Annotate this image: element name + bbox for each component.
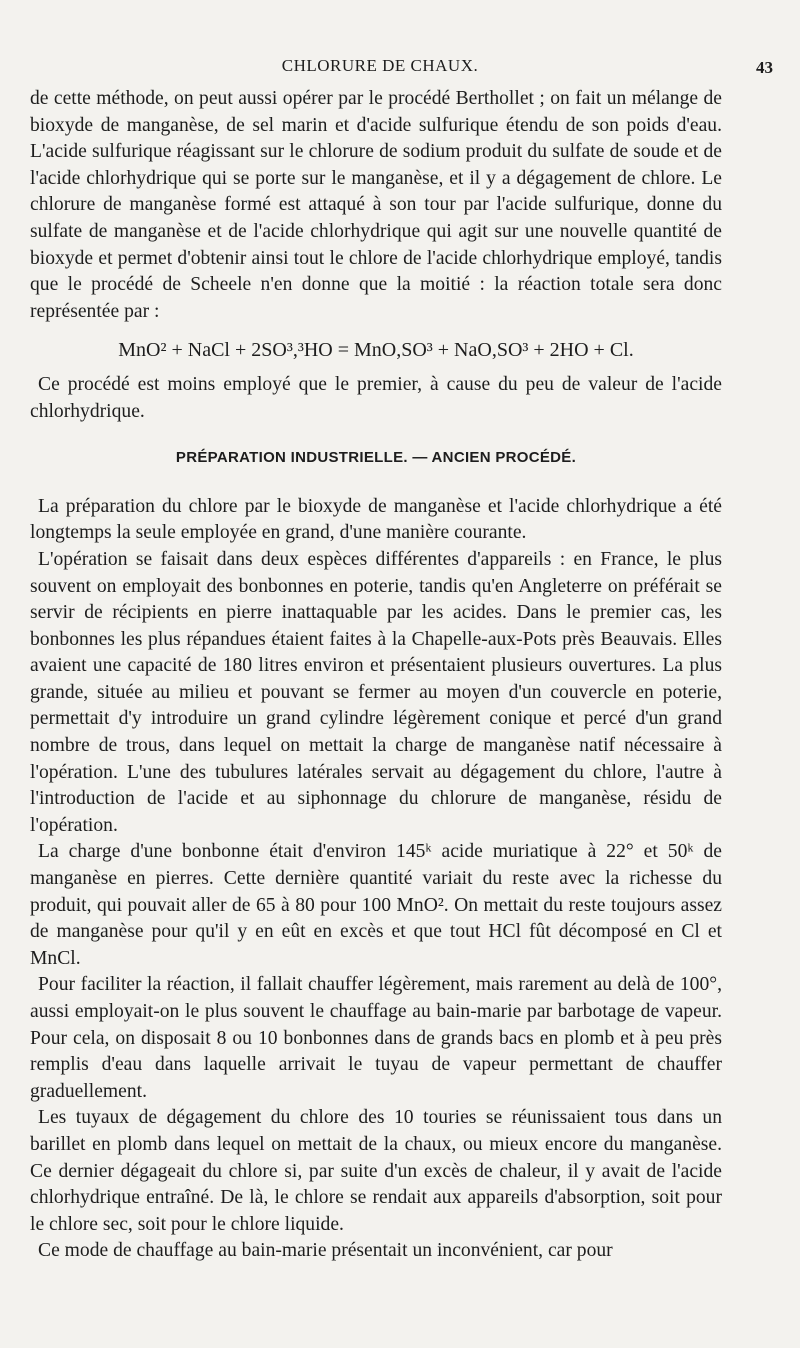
paragraph-4: L'opération se faisait dans deux espèces différentes d'appareils : en France, le plus souvent on employait des bonbonnes en poterie, tandis qu'en Angleterre on préférait se servir de récipients en pierre inattaquable par les acides. Dans le premier cas, les bonbonnes les plus répandues étaient faites à la Chapelle-aux-Pots près Beauvais. Elles avaient une capacité de 180 litres environ et présentaient plusieurs ouvertures. La plus grande, située au milieu et pouvant se fermer au moyen d'un couvercle en poterie, permettait d'y introduire un grand cylindre légèrement conique et percé d'un grand nombre de trous, dans lequel on mettait la charge de manganèse natif nécessaire à l'opération. L'une des tubulures latérales servait au dégagement du chlore, l'autre à l'introduction de l'acide et au siphonnage du chlorure de manganèse, résidu de l'opération. — [30, 548, 722, 836]
paragraph-8: Ce mode de chauffage au bain-marie présentait un inconvénient, car pour — [38, 1240, 613, 1262]
chemical-equation: MnO² + NaCl + 2SO³,³HO = MnO,SO³ + NaO,SO³ + 2HO + Cl. — [118, 339, 634, 362]
paragraph-7: Les tuyaux de dégagement du chlore des 10 touries se réunissaient tous dans un barillet en plomb dans lequel on mettait de la chaux, ou mieux encore du manganèse. Ce dernier dégageait du chlore si, par suite d'un excès de chaleur, il y avait de l'acide chlorhydrique entraîné. De là, le chlore se rendait aux appareils d'absorption, soit pour le chlore sec, soit pour le chlore liquide. — [30, 1107, 722, 1235]
page-header — [30, 56, 773, 80]
paragraph-6: Pour faciliter la réaction, il fallait chauffer légèrement, mais rarement au delà de 100°, aussi employait-on le plus souvent le chauffage au bain-marie par barbotage de vapeur. Pour cela, on disposait 8 ou 10 bonbonnes dans de grands bacs en plomb et à peu près remplis d'eau dans laquelle arrivait le tuyau de vapeur permettant de chauffer graduellement. — [30, 974, 722, 1102]
paragraph-5: La charge d'une bonbonne était d'environ 145ᵏ acide muriatique à 22° et 50ᵏ de manganèse en pierres. Cette dernière quantité variait du reste avec la richesse du produit, qui pouvait aller de 65 à 80 pour 100 MnO². On mettait du reste toujours assez de manganèse pour qu'il y en eût en excès et que tout HCl fût décomposé en Cl et MnCl. — [30, 841, 722, 969]
section-heading: PRÉPARATION INDUSTRIELLE. — ANCIEN PROCÉDÉ. — [175, 449, 577, 467]
running-title: CHLORURE DE CHAUX. — [281, 56, 479, 75]
paragraph-3: La préparation du chlore par le bioxyde de manganèse et l'acide chlorhydrique a été longtemps la seule employée en grand, d'une manière courante. — [30, 495, 722, 544]
page-number: 43 — [756, 58, 773, 77]
paragraph-2: Ce procédé est moins employé que le premier, à cause du peu de valeur de l'acide chlorhydrique. — [30, 373, 722, 422]
body-text — [30, 86, 722, 1265]
paragraph-1: de cette méthode, on peut aussi opérer par le procédé Berthollet ; on fait un mélange de bioxyde de manganèse, de sel marin et d'acide sulfurique étendu de son poids d'eau. L'acide sulfurique réagissant sur le chlorure de sodium produit du sulfate de soude et de l'acide chlorhydrique qui se porte sur le manganèse, et il y a dégagement de chlore. Le chlorure de manganèse formé est attaqué à son tour par l'acide sulfurique, donne du sulfate de manganèse et de l'acide chlorhydrique qui agit sur une nouvelle quantité de bioxyde et permet d'obtenir ainsi tout le chlore de l'acide chlorhydrique employé, tandis que le procédé de Scheele n'en donne que la moitié : la réaction totale sera donc représentée par : — [30, 88, 722, 322]
